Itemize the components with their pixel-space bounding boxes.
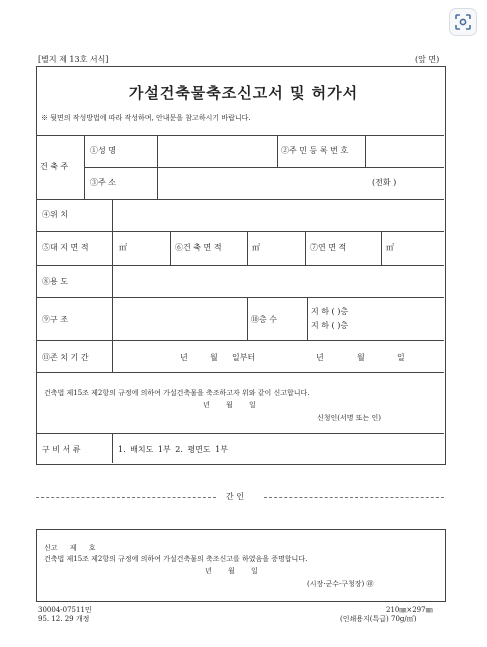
cut-line-left [36, 497, 216, 498]
location-label: ④위 치 [42, 210, 68, 219]
certificate-date: 년 월 일 [205, 567, 258, 575]
period-month: 월 [210, 353, 218, 362]
location-field[interactable] [113, 201, 443, 230]
name-label: ①성 명 [90, 146, 116, 155]
rrn-field[interactable] [366, 137, 443, 166]
address-field[interactable] [158, 169, 443, 198]
cut-line-right [264, 497, 444, 498]
address-label: ③주 소 [90, 178, 116, 187]
form-title: 가설건축물축조신고서 및 허가서 [128, 84, 359, 102]
site-area-unit: ㎡ [119, 243, 127, 252]
certificate-text: 건축법 제15조 제2항의 규정에 의하여 가설건축물의 축조신고를 하였음을 증명합니다. [44, 555, 308, 563]
declaration-text: 건축법 제15조 제2항의 규정에 의하여 가설건축물을 축조하고자 위와 같이 신고합니다. [44, 389, 310, 397]
period-day-end: 일 [397, 353, 405, 362]
structure-field[interactable] [113, 299, 246, 339]
page-side-label: (앞 면) [415, 55, 440, 64]
certificate-issuer: (시장·군수·구청장) ㊞ [307, 580, 374, 588]
declaration-date: 년 월 일 [203, 401, 256, 409]
lens-search-icon [454, 13, 472, 31]
applicant-signature: 신청인(서명 또는 인) [317, 414, 382, 422]
building-area-label: ⑥건 축 면 적 [175, 243, 222, 252]
period-label: ⑪존 치 기 간 [42, 353, 89, 362]
revision-date: 95. 12. 29 개정 [38, 615, 90, 623]
building-area-unit: ㎡ [252, 243, 260, 252]
floors-underground: 지 하 ( )층 [311, 307, 349, 316]
site-area-label: ⑤대 지 면 적 [42, 243, 89, 252]
form-reference: [별지 제 13호 서식] [38, 55, 109, 64]
period-from: 일부터 [232, 353, 256, 362]
lens-search-button[interactable] [449, 8, 477, 36]
period-year: 년 [180, 353, 188, 362]
form-code: 30004-07511민 [38, 606, 92, 614]
floor-area-label: ⑦연 면 적 [310, 243, 347, 252]
paper-size: 210㎜×297㎜ [386, 606, 433, 614]
phone-label: (전화 ) [372, 178, 397, 187]
documents-items: 1. 배치도 1부 2. 평면도 1부 [118, 445, 228, 454]
name-field[interactable] [158, 137, 276, 166]
form-note: ※ 뒷면의 작성방법에 따라 작성하며, 안내문을 참고하시기 바랍니다. [41, 114, 251, 122]
use-label: ⑧용 도 [42, 277, 68, 286]
floors-label: ⑩층 수 [251, 315, 277, 324]
documents-label: 구 비 서 류 [42, 445, 81, 454]
building-owner-label: 건 축 주 [40, 162, 69, 171]
floor-area-unit: ㎡ [386, 243, 394, 252]
structure-label: ⑨구 조 [42, 315, 68, 324]
rrn-label: ②주 민 등 록 번 호 [281, 146, 349, 155]
floors-above: 지 하 ( )층 [311, 321, 349, 330]
certificate-box [36, 529, 446, 602]
period-year-end: 년 [316, 353, 324, 362]
paper-spec: (인쇄용지(특급) 70g/㎡) [340, 615, 417, 623]
cut-line-label: 간 인 [226, 492, 244, 501]
certificate-number: 신고 제 호 [44, 544, 96, 552]
period-month-end: 월 [357, 353, 365, 362]
use-field[interactable] [113, 267, 443, 296]
